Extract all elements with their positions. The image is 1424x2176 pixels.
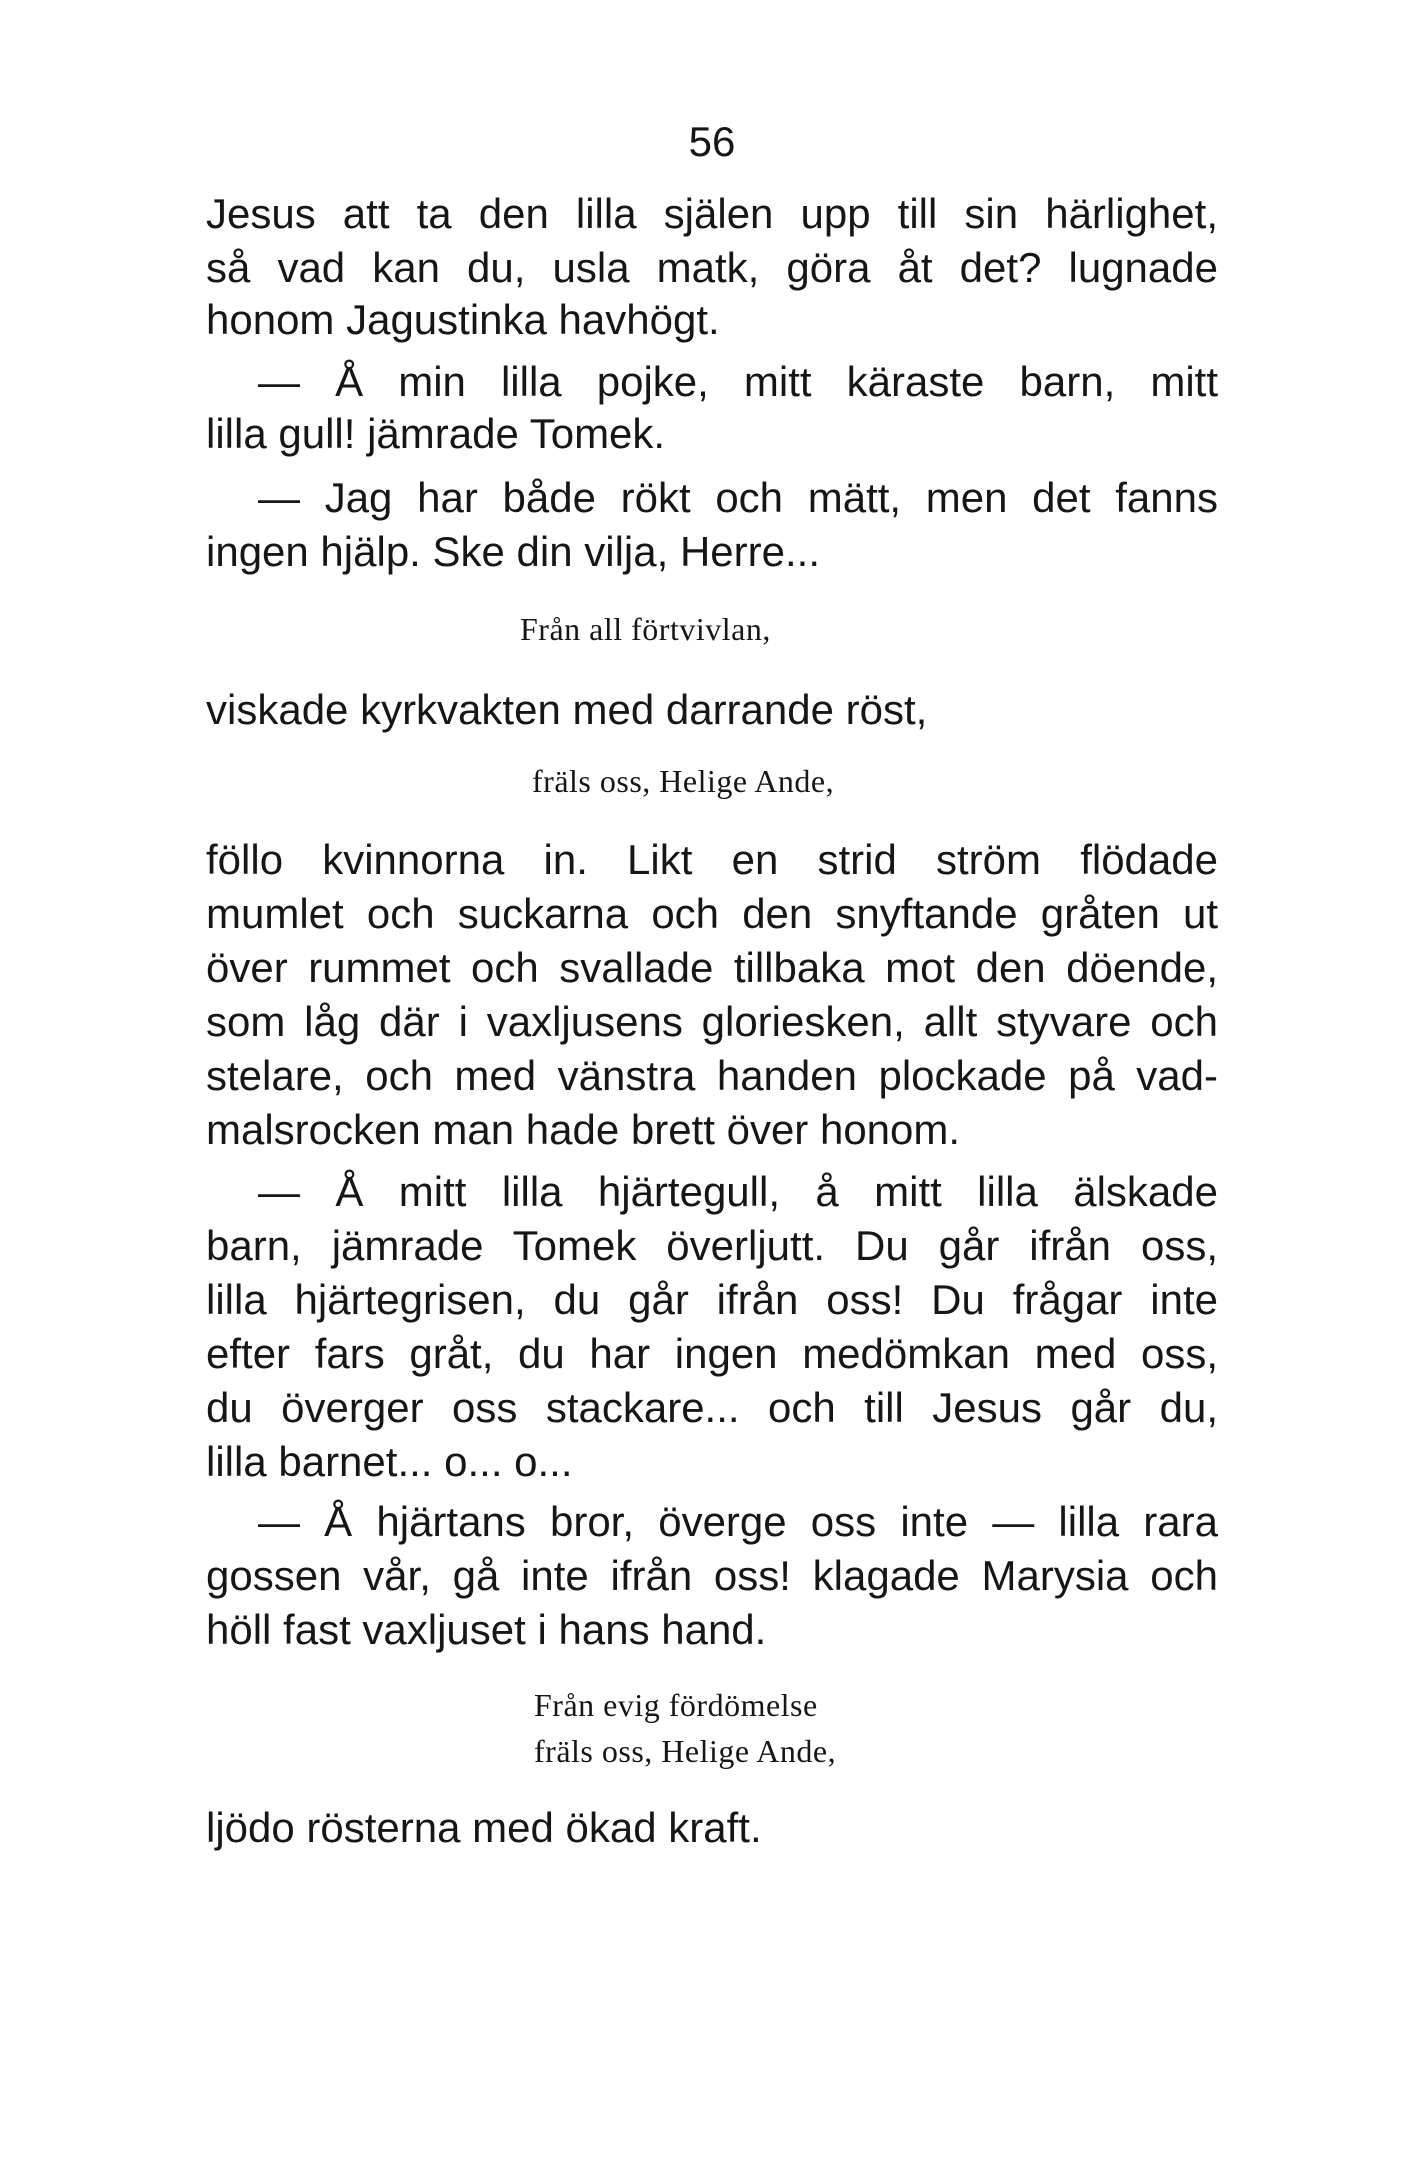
text-line: lilla barnet... o... o... xyxy=(206,1438,573,1485)
text-line: lilla gull! jämrade Tomek. xyxy=(206,410,666,457)
verse-line: fräls oss, Helige Ande, xyxy=(534,1733,837,1769)
text-line: mumlet och suckarna och den snyftande gråten ut xyxy=(206,890,1218,937)
text-line: malsrocken man hade brett över honom. xyxy=(206,1106,961,1153)
text-line: honom Jagustinka havhögt. xyxy=(206,296,720,343)
text-line: som låg där i vaxljusens gloriesken, allt styvare och xyxy=(206,998,1218,1045)
text-line: — Jag har både rökt och mätt, men det fanns xyxy=(258,474,1218,521)
text-line: — Å hjärtans bror, överge oss inte — lilla rara xyxy=(258,1498,1218,1545)
text-line: du överger oss stackare... och till Jesus går du, xyxy=(206,1384,1218,1431)
text-line: barn, jämrade Tomek överljutt. Du går ifrån oss, xyxy=(206,1222,1218,1269)
text-line: — Å min lilla pojke, mitt käraste barn, mitt xyxy=(258,358,1218,405)
text-line: stelare, och med vänstra handen plockade på vad- xyxy=(206,1052,1218,1099)
verse-line: Från all förtvivlan, xyxy=(520,611,771,647)
text-line: — Å mitt lilla hjärtegull, å mitt lilla älskade xyxy=(258,1168,1218,1215)
text-line: ljödo rösterna med ökad kraft. xyxy=(206,1804,762,1851)
text-line: höll fast vaxljuset i hans hand. xyxy=(206,1606,767,1653)
text-line: över rummet och svallade tillbaka mot den döende, xyxy=(206,944,1218,991)
text-line: efter fars gråt, du har ingen medömkan med oss, xyxy=(206,1330,1218,1377)
text-line: så vad kan du, usla matk, göra åt det? lugnade xyxy=(206,244,1218,291)
text-line: gossen vår, gå inte ifrån oss! klagade Marysia och xyxy=(206,1552,1218,1599)
text-line: viskade kyrkvakten med darrande röst, xyxy=(206,686,928,733)
text-line: lilla hjärtegrisen, du går ifrån oss! Du frågar inte xyxy=(206,1276,1218,1323)
verse-line: fräls oss, Helige Ande, xyxy=(532,763,835,799)
text-line: Jesus att ta den lilla själen upp till sin härlighet, xyxy=(206,190,1218,237)
text-line: föllo kvinnorna in. Likt en strid ström flödade xyxy=(206,836,1218,883)
page-number: 56 xyxy=(688,118,736,165)
text-line: ingen hjälp. Ske din vilja, Herre... xyxy=(206,528,820,575)
verse-line: Från evig fördömelse xyxy=(534,1687,818,1723)
